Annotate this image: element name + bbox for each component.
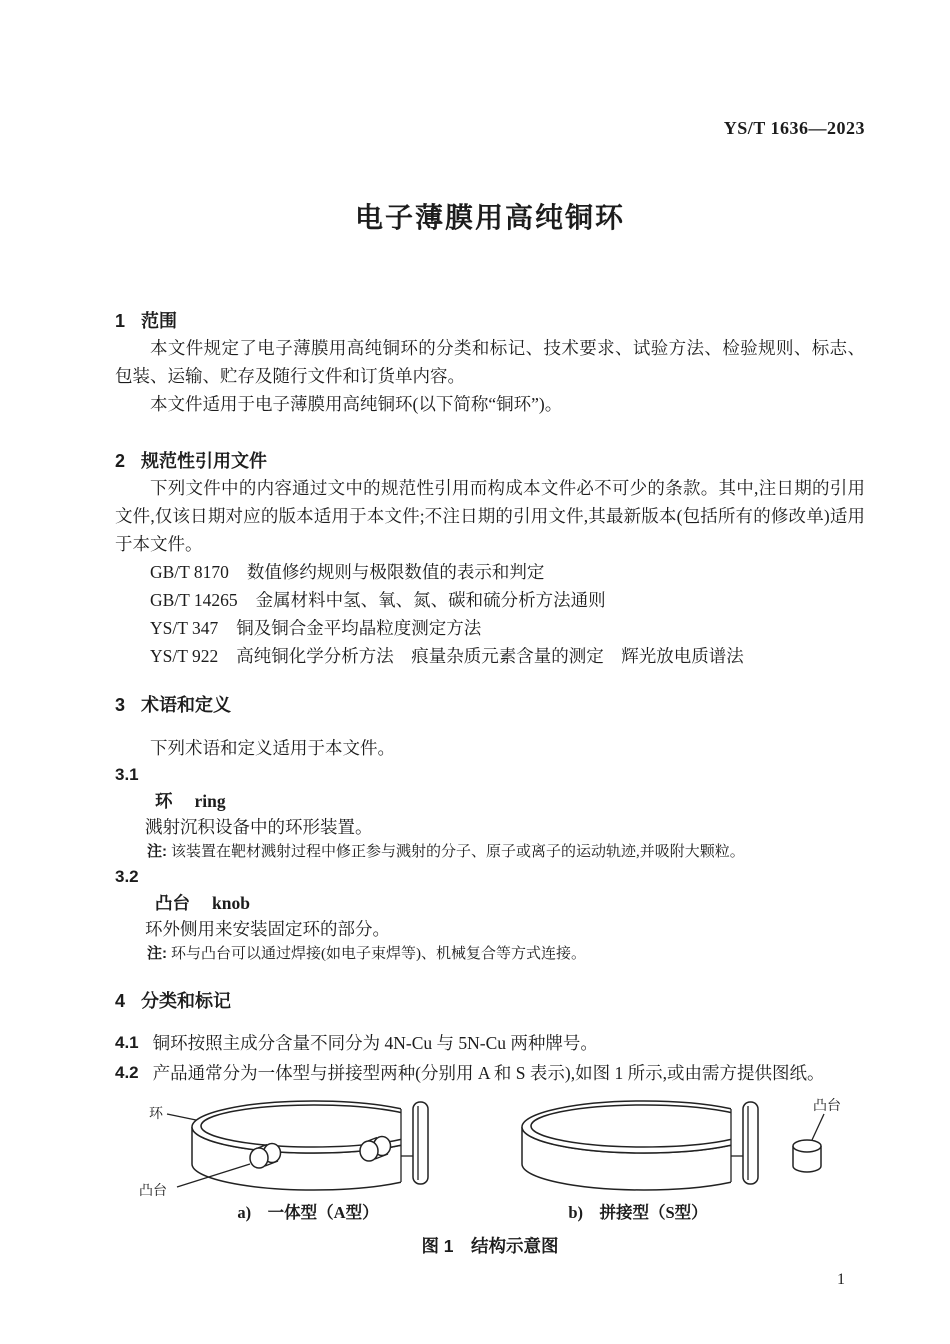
reference-item (150, 558, 865, 586)
scope-paragraph-2: 本文件适用于电子薄膜用高纯铜环(以下简称“铜环”)。 (150, 394, 563, 414)
knob-shape (793, 1140, 821, 1172)
figure-1 (137, 1094, 865, 1224)
term-entry (155, 890, 865, 916)
term-clause-number: 3.2 (115, 867, 139, 886)
section-label: 分类和标记 (141, 991, 232, 1011)
clause-text: 产品通常分为一体型与拼接型两种(分别用 A 和 S 表示),如图 1 所示,或由需方提供图纸。 (152, 1063, 825, 1083)
section-number: 1 (115, 311, 126, 331)
doc-number: YS/T 1636—2023 (723, 118, 865, 138)
knob-label: 凸台 (813, 1099, 841, 1114)
clause-number: 4.2 (115, 1063, 139, 1082)
section-label: 范围 (141, 311, 178, 331)
page-number: 1 (837, 1271, 845, 1288)
note-text: 该装置在靶材溅射过程中修正参与溅射的分子、原子或离子的运动轨迹,并吸附大颗粒。 (171, 844, 745, 860)
term-definition: 溅射沉积设备中的环形装置。 (145, 817, 373, 837)
reference-title: 金属材料中氢、氧、氮、碳和硫分析方法通则 (255, 590, 606, 610)
term-en: knob (212, 893, 250, 913)
term-clause-number: 3.1 (115, 765, 139, 784)
section-number: 2 (115, 451, 126, 471)
clause-4-1 (115, 1028, 865, 1058)
term-definition: 环外侧用来安装固定环的部分。 (145, 919, 390, 939)
note-text: 环与凸台可以通过焊接(如电子束焊等)、机械复合等方式连接。 (171, 946, 586, 962)
scope-paragraph-1: 本文件规定了电子薄膜用高纯铜环的分类和标记、技术要求、试验方法、检验规则、标志、包装、运输、贮存及随行文件和订货单内容。 (115, 338, 865, 386)
note-label: 注: (147, 843, 167, 860)
ring-diagram-type-a (137, 1094, 479, 1198)
section-heading-references (115, 448, 865, 474)
term-zh: 凸台 (155, 893, 190, 913)
reference-title: 数值修约规则与极限数值的表示和判定 (246, 562, 545, 582)
section-heading-classification (115, 988, 865, 1014)
section-heading-scope (115, 308, 865, 334)
term-zh: 环 (155, 791, 173, 811)
reference-code: YS/T 922 (150, 646, 219, 666)
figure-type-a (137, 1094, 479, 1224)
clause-4-2 (115, 1058, 865, 1088)
clause-text: 铜环按照主成分含量不同分为 4N-Cu 与 5N-Cu 两种牌号。 (152, 1033, 598, 1053)
reference-item (150, 586, 865, 614)
figure-subcaption-b: b) 拼接型（S型） (568, 1203, 708, 1222)
terms-intro: 下列术语和定义适用于本文件。 (150, 738, 395, 758)
reference-title: 高纯铜化学分析方法 痕量杂质元素含量的测定 辉光放电质谱法 (236, 646, 744, 666)
section-number: 3 (115, 695, 126, 715)
figure-caption: 图 1 结构示意图 (421, 1236, 559, 1256)
section-label: 术语和定义 (141, 695, 232, 715)
section-number: 4 (115, 991, 126, 1011)
knob-label: 凸台 (139, 1184, 167, 1198)
ring-label: 环 (149, 1107, 163, 1122)
reference-item (150, 642, 865, 670)
reference-code: GB/T 8170 (150, 562, 229, 582)
figure-type-s (487, 1094, 859, 1224)
term-entry (155, 788, 865, 814)
note-label: 注: (147, 945, 167, 962)
doc-title: 电子薄膜用高纯铜环 (354, 202, 625, 233)
reference-code: YS/T 347 (150, 618, 219, 638)
references-intro: 下列文件中的内容通过文中的规范性引用而构成本文件必不可少的条款。其中,注日期的引用文件,仅该日期对应的版本适用于本文件;不注日期的引用文件,其最新版本(包括所有的修改单)适用于本文件。 (115, 478, 865, 554)
section-heading-terms (115, 692, 865, 718)
figure-subcaption-a: a) 一体型（A型） (237, 1203, 379, 1222)
reference-title: 铜及铜合金平均晶粒度测定方法 (236, 618, 482, 638)
ring-diagram-type-s (487, 1094, 859, 1198)
term-en: ring (194, 791, 226, 811)
term-note (147, 942, 865, 966)
clause-number: 4.1 (115, 1033, 139, 1052)
reference-item (150, 614, 865, 642)
term-note (147, 840, 865, 864)
reference-code: GB/T 14265 (150, 590, 238, 610)
section-label: 规范性引用文件 (141, 451, 268, 471)
